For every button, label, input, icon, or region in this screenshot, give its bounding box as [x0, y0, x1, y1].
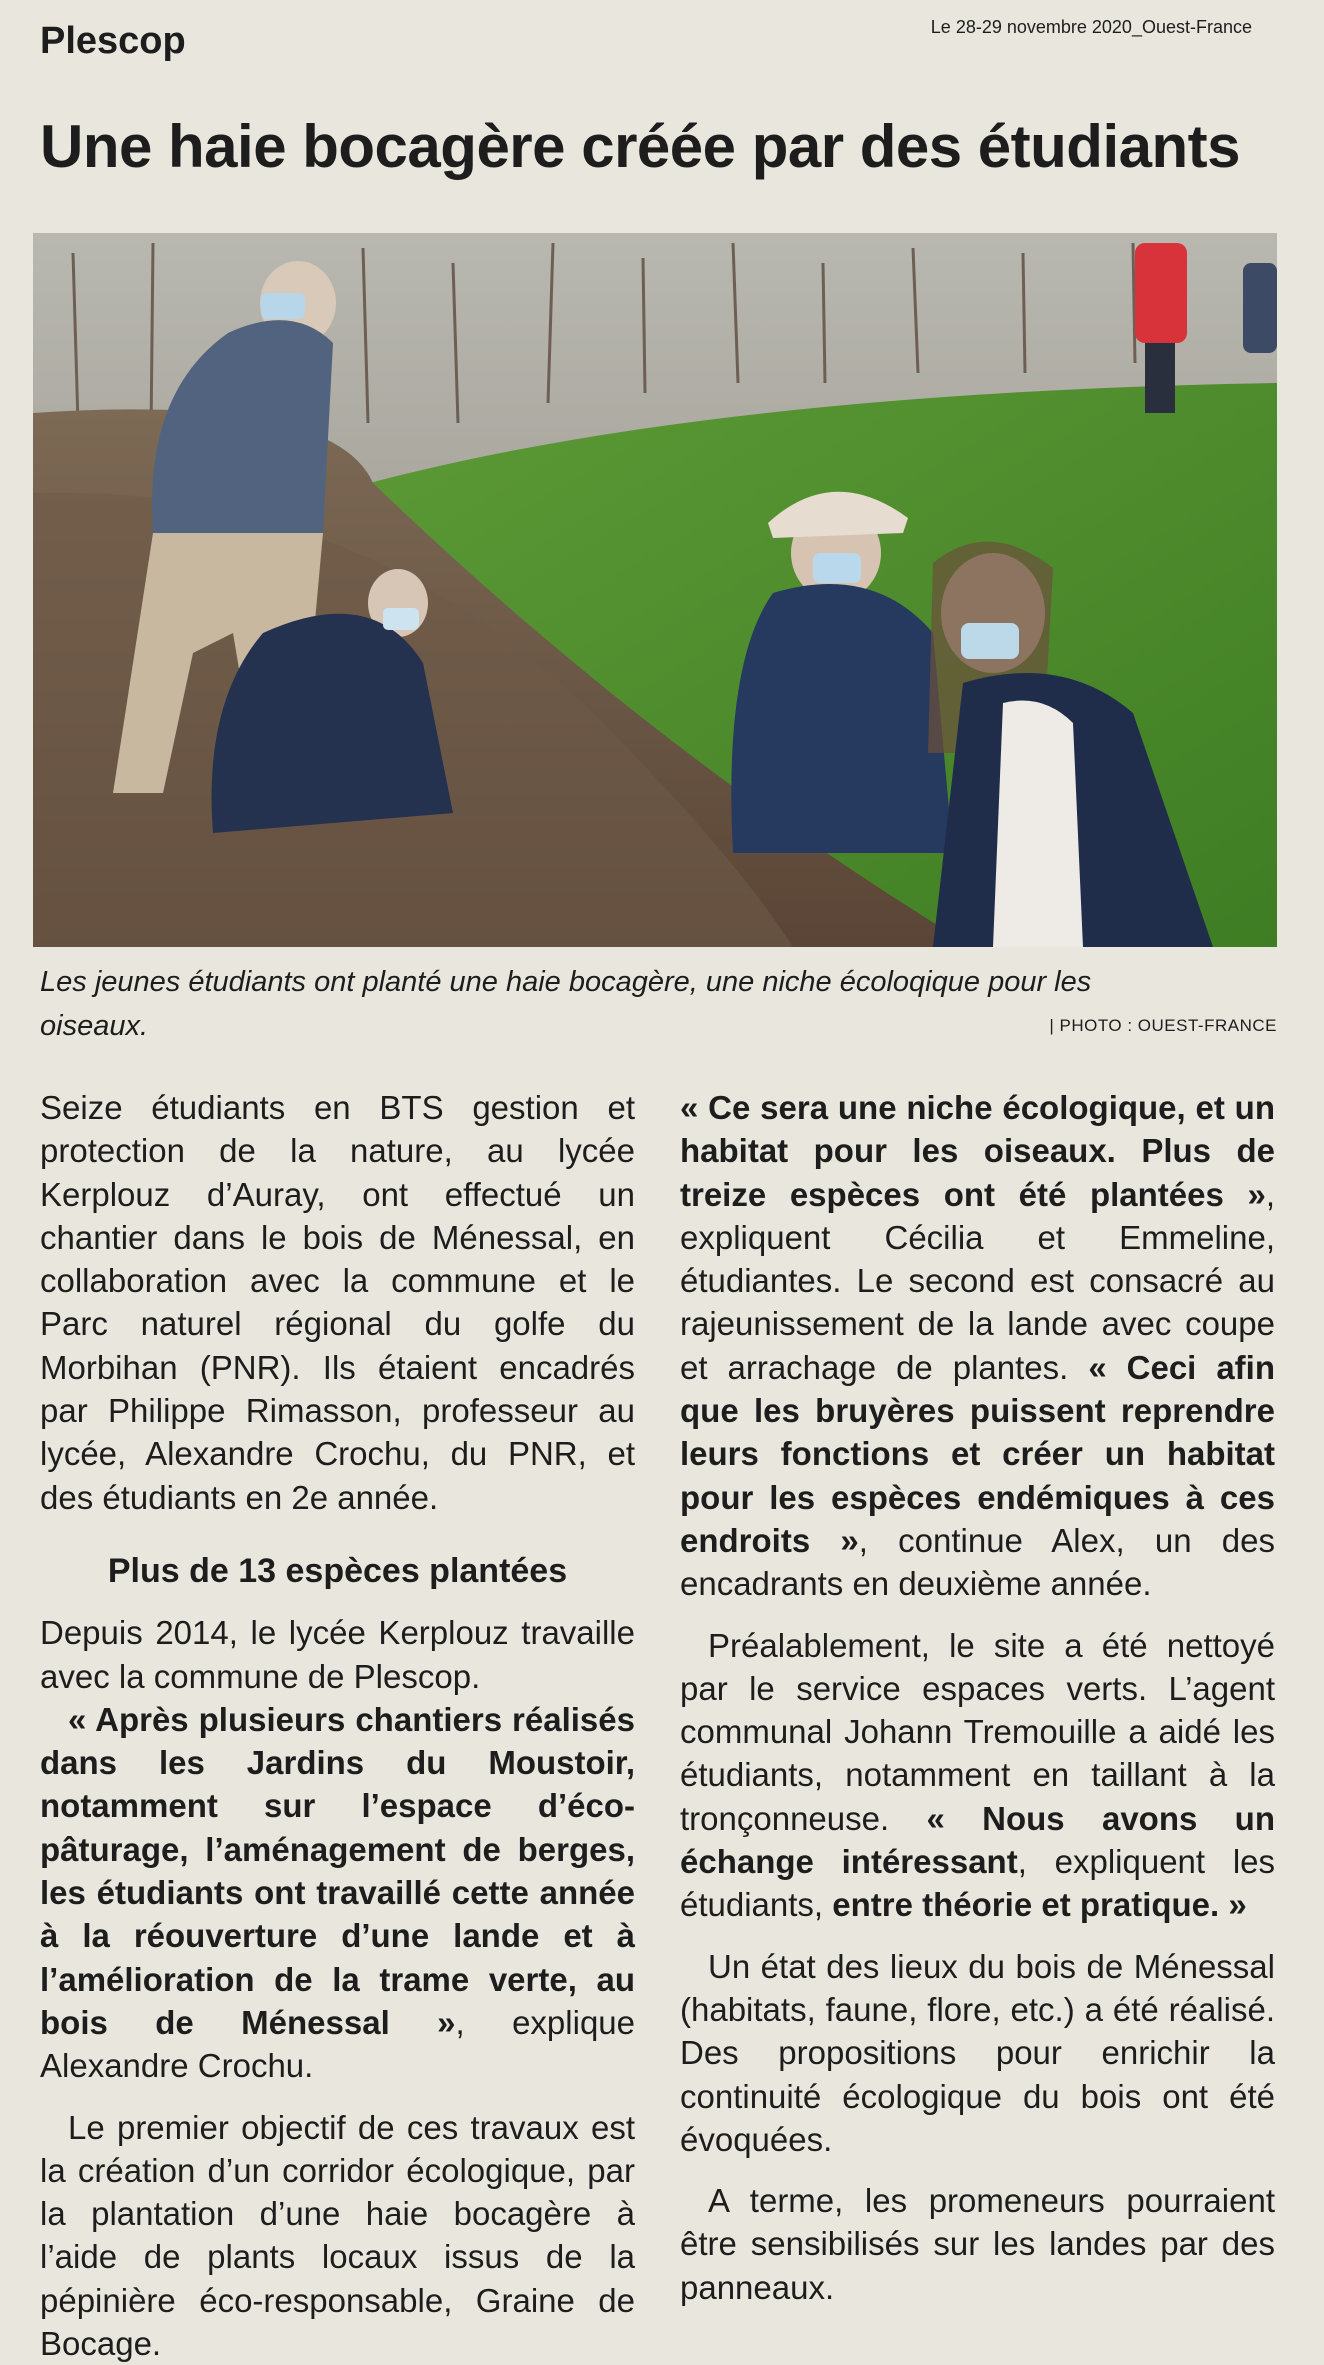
quote-exchange: « Nous avons un échange intéressant — [680, 1799, 1275, 1881]
paragraph-cleanup — [680, 1624, 1275, 1927]
cleanup-text: Préalablement, le site a été nettoyé par le service espaces verts. L’agent communal Johann Tremouille a aidé les étudiants, notamment en taillant à la tronçonneuse. — [680, 1626, 1275, 1837]
photo-caption: Les jeunes étudiants ont planté une haie bocagère, une niche écoloqique pour les oiseaux. — [40, 966, 1092, 1042]
section-title: Plescop — [40, 20, 186, 62]
paragraph-quote-crochu — [40, 1698, 635, 2088]
photo-credit: | PHOTO : OUEST-FRANCE — [1049, 1016, 1277, 1035]
paragraph-intro: Seize étudiants en BTS gestion et protection de la nature, au lycée Kerplouz d’Auray, ont effectué un chantier dans le bois de Ménessal, en collaboration avec la commune et le Parc naturel régional du golfe du Morbihan (PNR). Ils étaient encadrés par Philippe Rimasson, professeur au lycée, Alexandre Crochu, du PNR, et des étudiants en 2e année. — [40, 1089, 635, 1516]
paragraph-inventory: Un état des lieux du bois de Ménessal (habitats, faune, flore, etc.) a été réalisé. Des propositions pour enrichir la continuité écologique du bois ont été évoquées. — [680, 1947, 1275, 2158]
quote-crochu: « Après plusieurs chantiers réalisés dans les Jardins du Moustoir, notamment sur l’espace d’éco-pâturage, l’aménagement de berges, les étudiants ont travaillé cette année à la réouverture d’une lande et à l’amélioration de la trame verte, au bois de Ménessal » — [40, 1700, 635, 2041]
subheading: Plus de 13 espèces plantées — [107, 1551, 568, 1590]
paragraph-conclusion: A terme, les promeneurs pourraient être sensibilisés sur les landes par des panneaux. — [680, 2182, 1275, 2306]
quote-students-niche: « Ce sera une niche écologique, et un habitat pour les oiseaux. Plus de treize espèces ont été plantées » — [680, 1089, 1275, 1213]
article-column-left — [40, 1086, 635, 2365]
quote-bruyeres-attribution: , continue Alex, un des encadrants en deuxième année. — [680, 1521, 1275, 1603]
quote-students-attribution: , expliquent Cécilia et Emmeline, étudiantes. Le second est consacré au rajeunissement de la lande avec coupe et arrachage de plantes. — [680, 1175, 1275, 1386]
quote-exchange-attribution: , expliquent les étudiants, — [680, 1843, 1275, 1924]
paragraph-partnership: Depuis 2014, le lycée Kerplouz travaille avec la commune de Plescop. — [40, 1614, 635, 1695]
quote-bruyeres: « Ceci afin que les bruyères puissent reprendre leurs fonctions et créer un habitat pour les espèces endémiques à ces endroits » — [680, 1348, 1275, 1559]
quote-crochu-attribution: , explique Alexandre Crochu. — [40, 2003, 635, 2085]
article-column-right — [680, 1086, 1275, 2309]
paragraph-objective: Le premier objectif de ces travaux est la création d’un corridor écologique, par la plantation d’une haie bocagère à l’aide de plants locaux issus de la pépinière éco-responsable, Graine de Bocage. — [40, 2108, 635, 2363]
paragraph-students-quote — [680, 1086, 1275, 1606]
dateline: Le 28-29 novembre 2020_Ouest-France — [930, 17, 1252, 37]
quote-theory-practice: entre théorie et pratique. » — [832, 1886, 1247, 1924]
article-photo — [33, 233, 1277, 947]
headline: Une haie bocagère créée par des étudiants — [40, 113, 1240, 180]
